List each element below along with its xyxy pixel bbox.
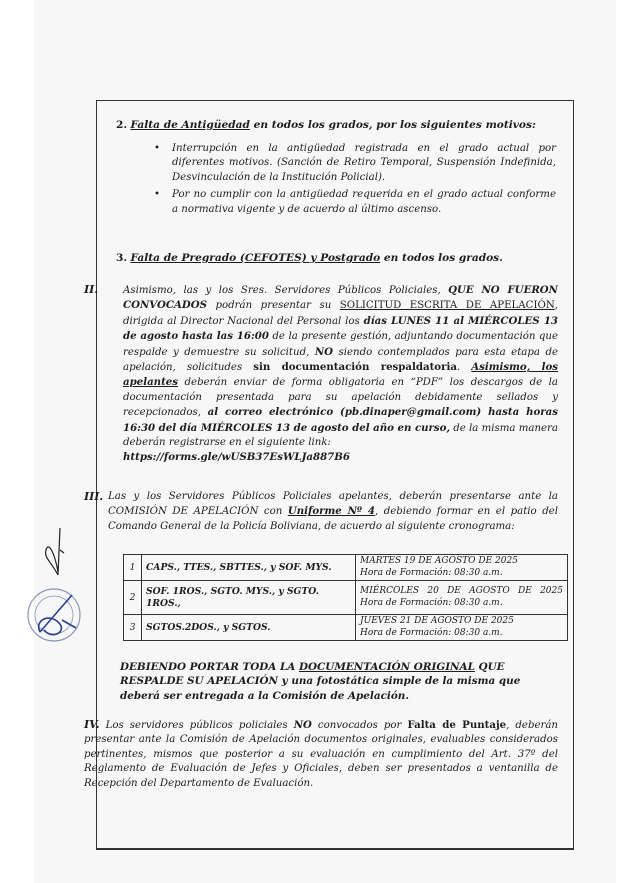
- row-date: JUEVES 21 DE AGOSTO DE 2025: [360, 616, 514, 626]
- table-row: [124, 555, 568, 581]
- row-date-cell: [356, 555, 568, 581]
- row-number: 3: [124, 615, 142, 641]
- registration-link[interactable]: https://forms.gle/wUSB37EsWLJa887B6: [123, 451, 350, 464]
- bullet-item: • Interrupción en la antigüedad registrada en el grado actual por diferentes motivos. (Sanción de Retiro Temporal, Suspensión Indefinida, Desvinculación de la Institución Policial).: [152, 142, 556, 185]
- text-bold: Falta de Puntaje: [407, 719, 507, 731]
- section-2-heading: [116, 118, 566, 132]
- text: Las y los Servidores Públicos Policiales apelantes, deberán presentarse ante la COMISIÓN DE APELACIÓN con: [108, 491, 558, 518]
- row-grades: CAPS., TTES., SBTTES., y SOF. MYS.: [142, 555, 356, 581]
- table-row: [124, 615, 568, 641]
- row-grades: SGTOS.2DOS., y SGTOS.: [142, 615, 356, 641]
- section-2-bullets: [152, 142, 556, 220]
- text-bold: NO: [293, 719, 312, 731]
- roman-II: II.: [84, 283, 99, 296]
- section-2-title-rest: en todos los grados, por los siguientes motivos:: [249, 119, 536, 131]
- text: QUE RESPALDE SU APELACIÓN y una fotostática simple de la misma que deberá ser entregada a la Comisión de Apelación.: [120, 661, 521, 702]
- text: Asimismo, las y los Sres. Servidores Públicos Policiales,: [123, 285, 449, 296]
- table-row: [124, 581, 568, 615]
- section-3-heading: [116, 251, 566, 265]
- text-bold: sin documentación respaldatoria: [253, 361, 457, 374]
- text: Los servidores públicos policiales: [99, 720, 294, 731]
- text-underline: DOCUMENTACIÓN ORIGINAL: [298, 661, 475, 673]
- text-underline: SOLICITUD ESCRITA DE APELACIÓN: [339, 300, 555, 312]
- text: , dirigida al Director Nacional del Personal los: [123, 300, 558, 327]
- text-bold: días LUNES 11 al MIÉRCOLES 13 de agosto hasta las 16:00: [123, 314, 558, 343]
- roman-III: III.: [84, 490, 104, 503]
- bullet-item: • Por no cumplir con la antigüedad requerida en el grado actual conforme a normativa vigente y de acuerdo al último ascenso.: [152, 188, 556, 217]
- text-bold: NO: [314, 345, 334, 358]
- row-date: MARTES 19 DE AGOSTO DE 2025: [360, 556, 518, 566]
- text: DEBIENDO PORTAR TODA LA: [120, 661, 299, 673]
- text: de la misma manera deberán registrarse en el siguiente link:: [123, 422, 559, 449]
- paragraph-IV: [84, 718, 558, 791]
- row-number: 2: [124, 581, 142, 615]
- signature-and-seal: [20, 520, 110, 660]
- row-date: MIÉRCOLES 20 DE AGOSTO DE 2025: [360, 586, 563, 596]
- text-bold: al correo electrónico (pb.dinaper@gmail.com) hasta horas 16:30 del día MIÉRCOLES 13 de agosto del año en curso,: [123, 406, 558, 434]
- text-bold-underline: Asimismo, los apelantes: [123, 361, 558, 389]
- schedule-table: [123, 554, 568, 641]
- text: siendo contemplados para esta etapa de apelación, solicitudes: [123, 346, 559, 374]
- row-time: Hora de Formación: 08:30 a.m.: [360, 597, 503, 608]
- row-date-cell: [356, 615, 568, 641]
- row-date-cell: [356, 581, 568, 615]
- official-seal-icon: [28, 589, 80, 641]
- row-time: Hora de Formación: 08:30 a.m.: [360, 627, 503, 638]
- row-grades: SOF. 1ROS., SGTO. MYS., y SGTO. 1ROS.,: [142, 581, 356, 615]
- paragraph-II: [123, 283, 558, 466]
- text: podrán presentar su: [206, 300, 340, 312]
- row-time: Hora de Formación: 08:30 a.m.: [360, 567, 503, 578]
- text-bold: QUE NO FUERON CONVOCADOS: [123, 284, 558, 312]
- section-2-number: 2.: [116, 119, 128, 131]
- text: deberán enviar de forma obligatoria en “PDF” los descargos de la documentación presentada para su apelación debidamente sellados y recepcionados,: [123, 377, 558, 419]
- row-number: 1: [124, 555, 142, 581]
- text: , deberán presentar ante la Comisión de Apelación documentos originales, evaluables considerados pertinentes, mismos que posterior a su evaluación en cumplimiento del Art. 37º del Reglamento de Evaluación de Jefes y Oficiales, deben ser presentados a ventanilla de Recepción del Departamento de Evaluación.: [84, 720, 558, 789]
- section-3-number: 3.: [116, 252, 128, 264]
- paragraph-III: [108, 490, 558, 534]
- roman-IV: IV.: [84, 718, 100, 731]
- text: convocados por: [311, 720, 408, 731]
- section-2-title: Falta de Antigüedad: [130, 119, 250, 131]
- section-3-title-rest: en todos los grados.: [380, 252, 503, 264]
- signature-icon: [46, 528, 64, 575]
- text: .: [456, 362, 472, 374]
- notice-paragraph: [120, 660, 560, 703]
- text: , debiendo formar en el patio del Comando General de la Policía Boliviana, de acuerdo al siguiente cronograma:: [108, 506, 559, 532]
- text: de la presente gestión, adjuntando documentación que respalde y demuestre su solicitud,: [123, 331, 558, 358]
- section-3-title: Falta de Pregrado (CEFOTES) y Postgrado: [130, 252, 381, 264]
- text-bold-underline: Uniforme Nº 4: [287, 505, 375, 518]
